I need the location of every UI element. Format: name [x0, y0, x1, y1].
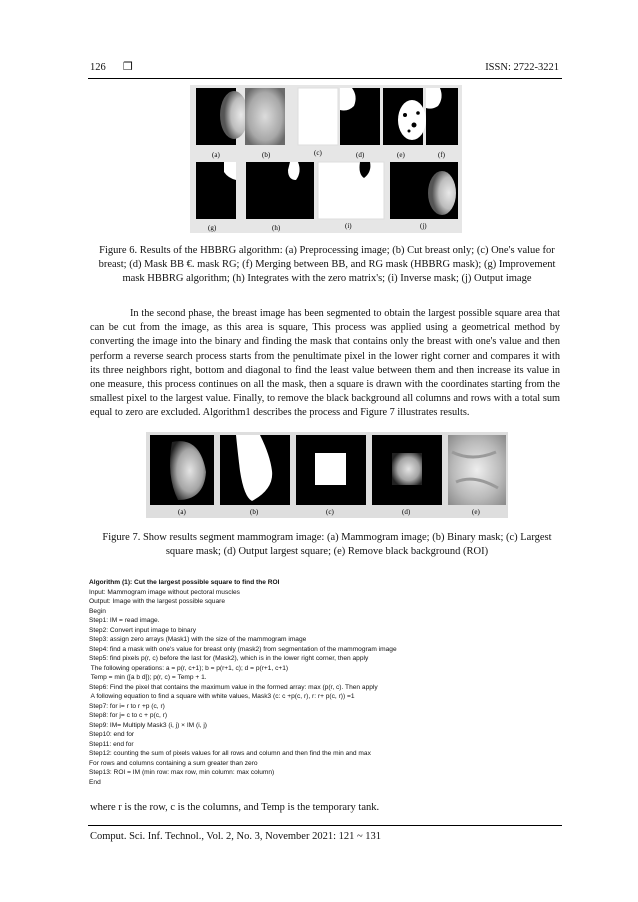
fig7-label-b: (b): [250, 508, 259, 516]
fig7-panel-e: [448, 435, 506, 505]
panel-i: [318, 162, 384, 219]
panel-d: [340, 88, 380, 145]
algorithm-line: A following equation to find a square with white values, Mask3 (c: c +p(c, r), r: r+ p(c, r)) =1: [89, 693, 355, 700]
fig7-label-e: (e): [472, 508, 480, 516]
body-paragraph: In the second phase, the breast image has been segmented to obtain the largest possible square area that can be cut from the image, as this area is square, This process was applied using a geometrical method by converting the image into the binary and finding the mask that contains only the breast with one's value and then perform a reverse search process starts from the penultimate pixel in the lower right corner and compares it with its three neighbors right, bottom and diagonal to find the least value between them and then increase its value in one measure, this process continues on all the mask, then a square is drawn with the coordinates starting from the smallest pixel to the largest value. Finally, to remove the black background all columns and rows with a total sum equal to zero are excluded. Algorithm1 describes the process and Figure 7 illustrates results.: [90, 308, 560, 419]
panel-j: [390, 162, 458, 219]
algorithm-line: Step1: IM = read image.: [89, 617, 160, 624]
fig6-label-b: (b): [262, 151, 271, 159]
algorithm-line: Step3: assign zero arrays (Mask1) with the size of the mammogram image: [89, 636, 307, 643]
header-symbol: ❒: [123, 60, 133, 73]
footer-citation: Comput. Sci. Inf. Technol., Vol. 2, No. 3, November 2021: 121 ~ 131: [90, 831, 382, 842]
fig6-label-f: (f): [438, 151, 445, 159]
fig6-label-c: (c): [314, 149, 322, 157]
fig7-panel-b: [220, 435, 290, 505]
fig7-label-a: (a): [178, 508, 186, 516]
algorithm-line: Step2: Convert input image to binary: [89, 626, 197, 634]
panel-e: [383, 88, 426, 145]
algorithm-line: Step12: counting the sum of pixels values for all rows and column and then find the min and max: [89, 750, 371, 757]
panel-c: [298, 88, 338, 145]
figure-7-caption: Figure 7. Show results segment mammogram image: (a) Mammogram image; (b) Binary mask; (c) Largest square mask; (d) Output largest square; (e) Remove black background (ROI): [102, 532, 552, 557]
algorithm-line: Step7: for i= r to r +p (c, r): [89, 702, 165, 710]
panel-h: [246, 162, 314, 219]
algorithm-line: Step5: find pixels p(r, c) before the last for (Mask2), which is in the lower right corner, then apply: [89, 655, 369, 662]
figure-6-image: [190, 85, 462, 233]
fig6-label-i: (i): [345, 222, 352, 230]
algorithm-line: Begin: [89, 607, 106, 615]
figure-7-image: [146, 432, 508, 518]
algorithm-line: Temp = min ([a b d]); p(r, c) = Temp + 1.: [89, 674, 207, 681]
algorithm-line: Step11: end for: [89, 740, 134, 748]
algorithm-title: Algorithm (1): Cut the largest possible square to find the ROI: [89, 579, 280, 586]
figure-6-caption: Figure 6. Results of the HBBRG algorithm: (a) Preprocessing image; (b) Cut breast only; (c) One's value for breast; (d) Mask BB €. mask RG; (f) Merging between BB, and RG mask (HBBRG mask); (g) Improvement mask HBBRG algorithm; (h) Integrates with the zero matrix's; (i) Inverse mask; (j) Output image: [98, 245, 556, 284]
footer-rule: [88, 825, 562, 826]
panel-f: [426, 88, 458, 145]
fig7-panel-a: [150, 435, 214, 505]
algorithm-line: For rows and columns containing a sum greater than zero: [89, 759, 258, 767]
panel-a: [196, 88, 248, 145]
panel-g: [196, 162, 236, 219]
page-number: 126: [90, 62, 106, 73]
issn: ISSN: 2722-3221: [485, 62, 559, 73]
fig7-panel-d: [372, 435, 442, 505]
algorithm-line: End: [89, 778, 101, 786]
algorithm-line: Step13: ROI = IM (min row: max row, min column: max column): [89, 769, 275, 776]
fig6-label-e: (e): [397, 151, 405, 159]
fig7-panel-c: [296, 435, 366, 505]
panel-b: [245, 88, 285, 145]
figure-6-panels: [190, 85, 462, 233]
algorithm-line: Output: Image with the largest possible square: [89, 598, 225, 605]
algorithm-line: Step10: end for: [89, 731, 135, 738]
algorithm-block: [89, 578, 559, 787]
fig6-label-h: (h): [272, 224, 281, 232]
algorithm-line: Step6: Find the pixel that contains the maximum value in the formed array: max (p(r, c). Then apply: [89, 683, 378, 691]
figure-7-panels: [146, 432, 508, 518]
algorithm-line: Step9: IM= Multiply Mask3 (i, j) × IM (i, j): [89, 721, 207, 729]
header-rule: [88, 78, 562, 79]
algorithm-line: Step8: for j= c to c + p(c, r): [89, 712, 168, 719]
closing-sentence: where r is the row, c is the columns, and Temp is the temporary tank.: [90, 802, 380, 813]
fig6-label-d: (d): [356, 151, 365, 159]
algorithm-line: The following operations: a = p(r, c+1); b = p(r+1, c); d = p(r+1, c+1): [89, 664, 289, 672]
fig7-label-d: (d): [402, 508, 411, 516]
fig6-label-j: (j): [420, 222, 427, 230]
fig7-label-c: (c): [326, 508, 334, 516]
algorithm-line: Input: Mammogram image without pectoral muscles: [89, 588, 240, 596]
fig6-label-g: (g): [208, 224, 217, 232]
fig6-label-a: (a): [212, 151, 220, 159]
algorithm-line: Step4: find a mask with one's value for breast only (mask2) from segmentation of the mammogram image: [89, 645, 397, 653]
